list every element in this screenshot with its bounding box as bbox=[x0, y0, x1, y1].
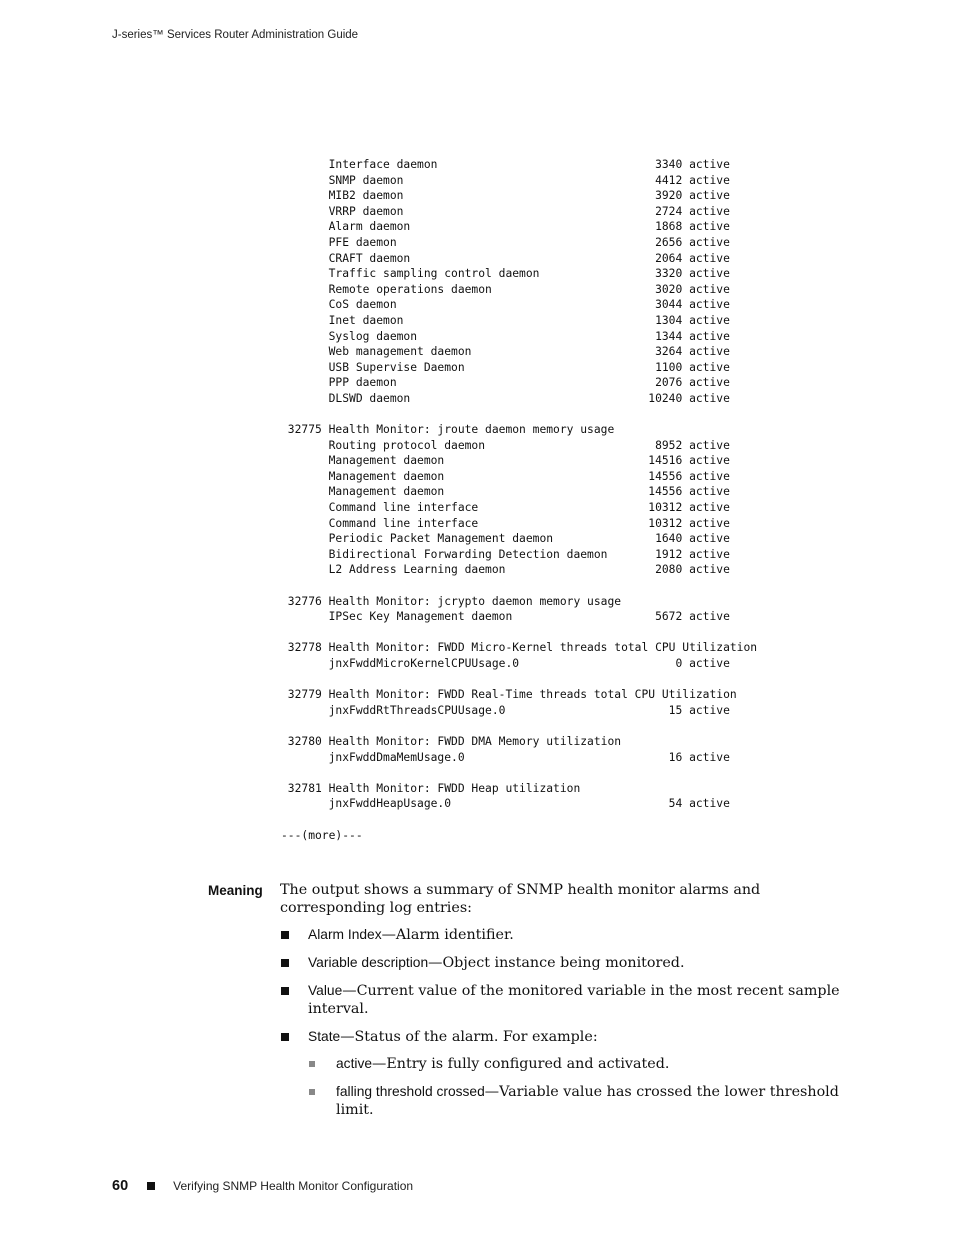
output-line: PPP daemon 2076 active bbox=[281, 376, 730, 390]
definition-term: Value bbox=[308, 983, 343, 998]
output-line: Alarm daemon 1868 active bbox=[281, 220, 730, 234]
output-line: Interface daemon 3340 active bbox=[281, 158, 730, 171]
definition-desc: —Status of the alarm. For example: bbox=[340, 1029, 598, 1045]
definition-term: active bbox=[336, 1056, 373, 1071]
output-line: Web management daemon 3264 active bbox=[281, 345, 730, 359]
definition-item-variable-description bbox=[280, 954, 845, 972]
definition-desc: —Variable value has crossed the lower threshold limit. bbox=[336, 1084, 839, 1118]
output-line: SNMP daemon 4412 active bbox=[281, 173, 730, 187]
cli-output-block bbox=[281, 157, 757, 843]
definition-desc: —Alarm identifier. bbox=[381, 927, 514, 943]
meaning-label: Meaning bbox=[208, 883, 263, 898]
output-line: jnxFwddDmaMemUsage.0 16 active bbox=[281, 750, 730, 764]
output-line: Command line interface 10312 active bbox=[281, 501, 730, 515]
output-line: Bidirectional Forwarding Detection daemon 1912 active bbox=[281, 547, 730, 561]
definition-term: State bbox=[308, 1029, 341, 1044]
output-line: USB Supervise Daemon 1100 active bbox=[281, 360, 730, 374]
output-line: Management daemon 14516 active bbox=[281, 454, 730, 468]
output-line: jnxFwddMicroKernelCPUUsage.0 0 active bbox=[281, 657, 730, 670]
footer-section-title: Verifying SNMP Health Monitor Configuration bbox=[173, 1179, 414, 1193]
output-line: Periodic Packet Management daemon 1640 active bbox=[281, 532, 730, 546]
output-line: 32776 Health Monitor: jcrypto daemon memory usage bbox=[281, 594, 622, 608]
output-line: 32780 Health Monitor: FWDD DMA Memory utilization bbox=[281, 734, 622, 748]
definition-term: Variable description bbox=[308, 955, 429, 970]
state-example-active bbox=[308, 1055, 845, 1073]
output-line: 32775 Health Monitor: jroute daemon memory usage bbox=[281, 423, 615, 437]
definition-term: falling threshold crossed bbox=[336, 1084, 485, 1099]
definition-item-state bbox=[280, 1028, 845, 1119]
output-line: Management daemon 14556 active bbox=[281, 469, 730, 483]
definition-item-value bbox=[280, 982, 845, 1018]
output-line: Inet daemon 1304 active bbox=[281, 313, 730, 327]
output-line: 32779 Health Monitor: FWDD Real-Time threads total CPU Utilization bbox=[281, 688, 737, 702]
output-line: Command line interface 10312 active bbox=[281, 516, 730, 530]
page-footer bbox=[112, 1178, 413, 1194]
definition-desc: —Entry is fully configured and activated. bbox=[372, 1056, 670, 1072]
definition-item-alarm-index bbox=[280, 926, 845, 944]
definition-term: Alarm Index bbox=[308, 927, 382, 942]
output-line: Traffic sampling control daemon 3320 active bbox=[281, 267, 730, 281]
output-line: IPSec Key Management daemon 5672 active bbox=[281, 610, 730, 624]
output-line: L2 Address Learning daemon 2080 active bbox=[281, 563, 730, 577]
state-example-falling-threshold bbox=[308, 1083, 845, 1119]
meaning-intro: The output shows a summary of SNMP health monitor alarms and corresponding log entries: bbox=[280, 882, 761, 916]
output-line: Remote operations daemon 3020 active bbox=[281, 282, 730, 296]
output-line: jnxFwddRtThreadsCPUUsage.0 15 active bbox=[281, 703, 730, 717]
output-line: 32781 Health Monitor: FWDD Heap utilization bbox=[281, 781, 581, 795]
output-line: MIB2 daemon 3920 active bbox=[281, 189, 730, 203]
output-line: 32778 Health Monitor: FWDD Micro-Kernel threads total CPU Utilization bbox=[281, 641, 758, 655]
output-line: jnxFwddHeapUsage.0 54 active bbox=[281, 797, 730, 811]
output-line: VRRP daemon 2724 active bbox=[281, 204, 730, 218]
meaning-body bbox=[280, 881, 845, 1129]
page-number: 60 bbox=[112, 1178, 129, 1194]
state-example-list bbox=[308, 1055, 845, 1119]
output-line: PFE daemon 2656 active bbox=[281, 235, 730, 249]
definition-desc: —Current value of the monitored variable in the most recent sample interval. bbox=[308, 983, 840, 1017]
output-line: Routing protocol daemon 8952 active bbox=[281, 438, 730, 452]
output-line: CoS daemon 3044 active bbox=[281, 298, 730, 312]
output-line: Management daemon 14556 active bbox=[281, 485, 730, 499]
field-definition-list bbox=[280, 926, 845, 1119]
definition-desc: —Object instance being monitored. bbox=[428, 955, 685, 971]
output-line: DLSWD daemon 10240 active bbox=[281, 391, 730, 405]
output-line: ---(more)--- bbox=[281, 828, 363, 842]
output-line: Syslog daemon 1344 active bbox=[281, 329, 730, 343]
footer-separator-square bbox=[147, 1182, 155, 1190]
output-line: CRAFT daemon 2064 active bbox=[281, 251, 730, 265]
running-header: J-series™ Services Router Administration Guide bbox=[112, 29, 359, 41]
